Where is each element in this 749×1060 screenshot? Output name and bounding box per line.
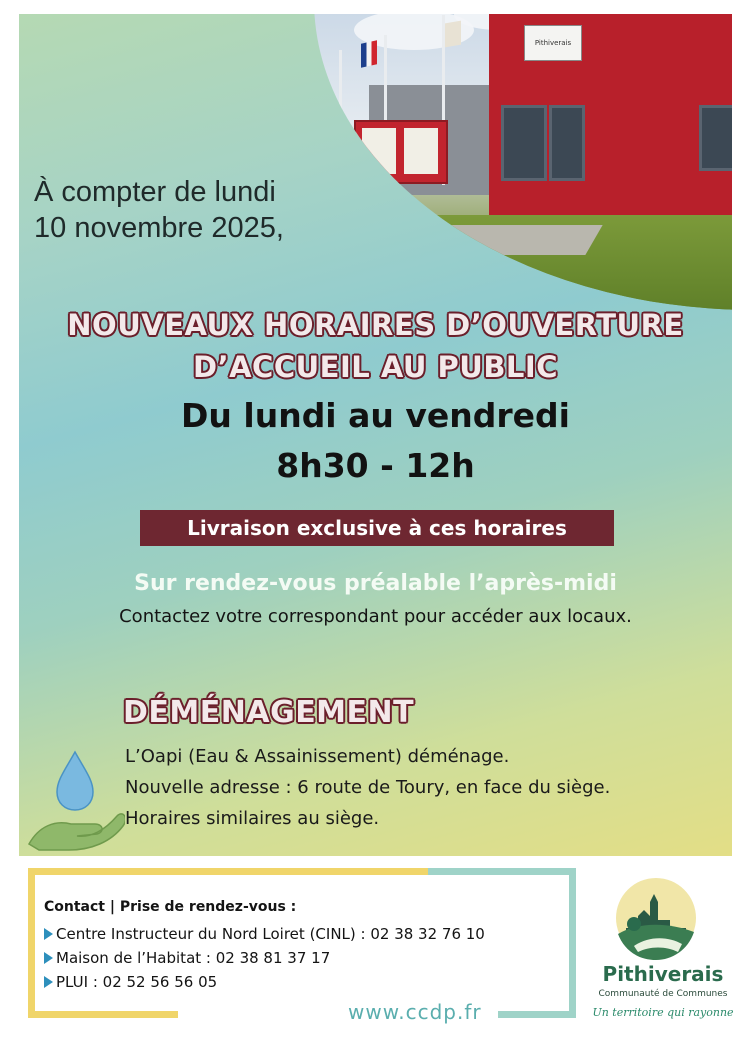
noticeboard-panel: [404, 128, 438, 174]
pithiverais-logo: [608, 872, 704, 968]
footpath: [395, 225, 602, 255]
demenagement-line-3: Horaires similaires au siège.: [125, 808, 380, 829]
intro-line-1: À compter de lundi: [34, 176, 276, 208]
delivery-banner: Livraison exclusive à ces horaires: [140, 510, 614, 546]
demenagement-title: DÉMÉNAGEMENT: [123, 695, 415, 730]
frame-border-bottom: [28, 1011, 178, 1018]
noticeboard-panel: [362, 128, 396, 174]
schedule-days: Du lundi au vendredi: [181, 396, 570, 435]
triangle-bullet-icon: [44, 976, 53, 988]
french-flag: [361, 40, 377, 67]
frame-border-bottom-accent: [498, 1011, 576, 1018]
triangle-bullet-icon: [44, 928, 53, 940]
triangle-bullet-icon: [44, 952, 53, 964]
frame-border-top: [28, 868, 448, 875]
intro-line-2: 10 novembre 2025,: [34, 212, 284, 244]
logo-tagline: Un territoire qui rayonne: [592, 1006, 734, 1019]
contact-item-habitat: [44, 949, 330, 967]
building-photo: [314, 14, 732, 310]
building-sign-text: Pithiverais: [534, 39, 572, 47]
frame-border-right: [569, 868, 576, 1018]
contact-item-text: Centre Instructeur du Nord Loiret (CINL) : 02 38 32 76 10: [56, 925, 485, 943]
frame-border-top-accent: [428, 868, 576, 875]
contact-item-cinl: [44, 925, 485, 943]
poster-background: [19, 14, 732, 856]
schedule-hours: 8h30 - 12h: [276, 446, 475, 485]
frame-border-left: [28, 868, 35, 1018]
contact-item-text: Maison de l’Habitat : 02 38 81 37 17: [56, 949, 331, 967]
contact-item-plui: [44, 973, 217, 991]
headline-line-1: NOUVEAUX HORAIRES D’OUVERTURE: [67, 308, 684, 342]
building-window: [501, 105, 547, 181]
contact-box: [36, 883, 566, 1001]
flag-pole: [339, 50, 342, 190]
demenagement-line-2: Nouvelle adresse : 6 route de Toury, en face du siège.: [125, 777, 611, 798]
headline-line-2: D’ACCUEIL AU PUBLIC: [193, 350, 558, 384]
building-window: [549, 105, 585, 181]
contact-item-text: PLUI : 02 52 56 56 05: [56, 973, 218, 991]
website-link[interactable]: www.ccdp.fr: [348, 1000, 482, 1024]
water-drop-hand-icon: [25, 746, 125, 856]
demenagement-line-1: L’Oapi (Eau & Assainissement) déménage.: [125, 746, 510, 767]
contact-heading: Contact | Prise de rendez-vous :: [44, 899, 297, 915]
building-sign: [524, 25, 582, 61]
building-window: [699, 105, 732, 171]
appointment-line: Sur rendez-vous préalable l’après-midi: [134, 571, 617, 596]
logo-subtitle: Communauté de Communes: [598, 989, 728, 999]
flag: [445, 21, 461, 48]
logo-name: Pithiverais: [602, 962, 724, 986]
contact-instruction: Contactez votre correspondant pour accéder aux locaux.: [119, 606, 632, 627]
